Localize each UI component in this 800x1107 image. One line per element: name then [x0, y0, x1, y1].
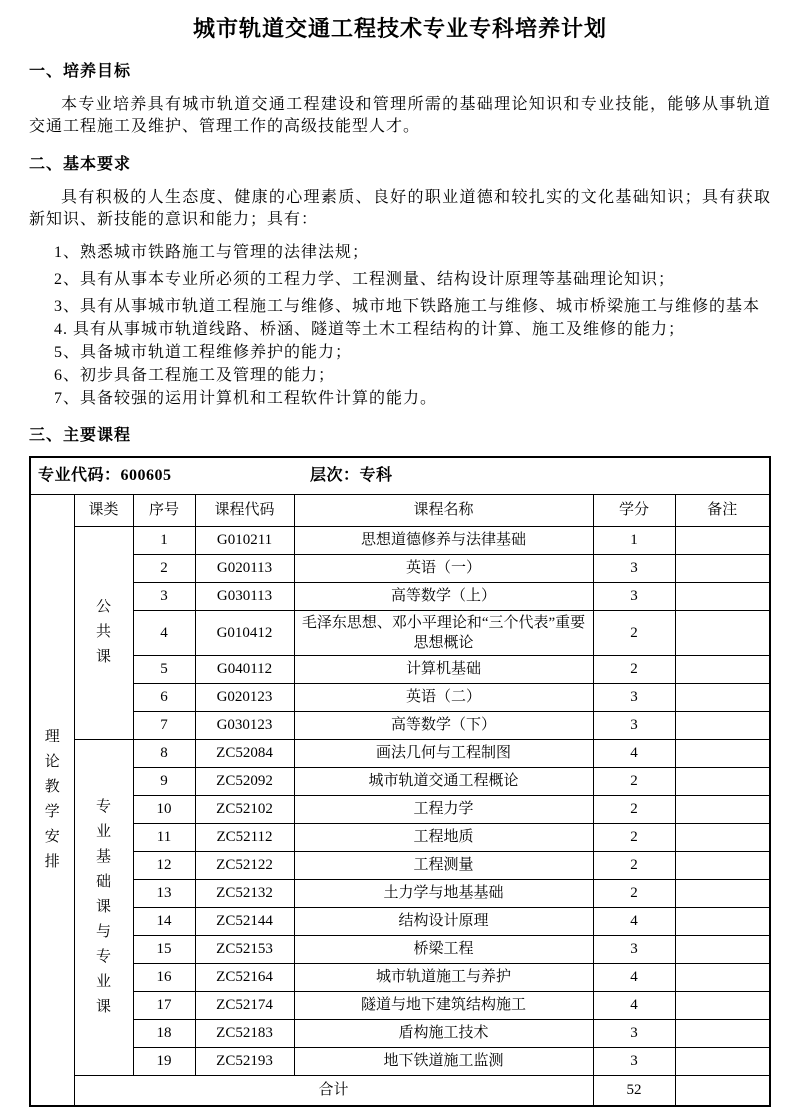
code-cell: ZC52164	[195, 964, 294, 992]
code-cell: ZC52084	[195, 740, 294, 768]
table-row	[30, 740, 770, 768]
level	[310, 465, 393, 487]
name-cell: 城市轨道施工与养护	[294, 964, 593, 992]
remark-cell	[675, 992, 770, 1020]
total-remark	[675, 1076, 770, 1106]
seq-cell: 2	[133, 554, 195, 582]
name-cell: 计算机基础	[294, 656, 593, 684]
name-cell: 隧道与地下建筑结构施工	[294, 992, 593, 1020]
name-cell: 思想道德修养与法律基础	[294, 526, 593, 554]
header-cell-remark: 备注	[675, 494, 770, 526]
page-title: 城市轨道交通工程技术专业专科培养计划	[192, 16, 607, 41]
curriculum-table-body	[30, 457, 770, 1106]
seq-cell: 13	[133, 880, 195, 908]
credits-cell: 2	[593, 610, 675, 656]
code-cell: ZC52193	[195, 1048, 294, 1076]
remark-cell	[675, 610, 770, 656]
name-cell: 盾构施工技术	[294, 1020, 593, 1048]
table-row	[30, 656, 770, 684]
code-cell: ZC52102	[195, 796, 294, 824]
remark-cell	[675, 768, 770, 796]
table-row	[30, 582, 770, 610]
level-value: 专科	[359, 466, 393, 484]
major-code-label: 专业代码：	[38, 466, 121, 484]
section-2-intro: 具有积极的人生态度、健康的心理素质、良好的职业道德和较扎实的文化基础知识；具有获取新知识、新技能的意识和能力；具有：	[29, 189, 771, 228]
credits-cell: 4	[593, 992, 675, 1020]
major-code	[38, 465, 310, 487]
name-cell: 土力学与地基基础	[294, 880, 593, 908]
remark-cell	[675, 684, 770, 712]
table-row	[30, 554, 770, 582]
major-code-value: 600605	[120, 466, 172, 484]
curriculum-table	[29, 456, 771, 1107]
seq-cell: 18	[133, 1020, 195, 1048]
table-row	[30, 712, 770, 740]
seq-cell: 11	[133, 824, 195, 852]
requirement-item: 7、具备较强的运用计算机和工程软件计算的能力。	[54, 390, 438, 407]
name-cell: 高等数学（下）	[294, 712, 593, 740]
remark-cell	[675, 582, 770, 610]
remark-cell	[675, 1048, 770, 1076]
name-cell: 桥梁工程	[294, 936, 593, 964]
row-group-cell	[74, 526, 133, 740]
seq-cell: 10	[133, 796, 195, 824]
requirement-item: 3、具有从事城市轨道工程施工与维修、城市地下铁路施工与维修、城市桥梁施工与维修的基本	[54, 298, 761, 315]
seq-cell: 19	[133, 1048, 195, 1076]
name-cell: 英语（二）	[294, 684, 593, 712]
seq-cell: 12	[133, 852, 195, 880]
table-row	[30, 1020, 770, 1048]
code-cell: ZC52122	[195, 852, 294, 880]
credits-cell: 4	[593, 964, 675, 992]
credits-cell: 4	[593, 740, 675, 768]
table-row	[30, 610, 770, 656]
name-cell: 城市轨道交通工程概论	[294, 768, 593, 796]
remark-cell	[675, 526, 770, 554]
code-cell: G010211	[195, 526, 294, 554]
credits-cell: 2	[593, 824, 675, 852]
name-cell: 结构设计原理	[294, 908, 593, 936]
seq-cell: 4	[133, 610, 195, 656]
credits-cell: 3	[593, 554, 675, 582]
table-meta-row	[30, 457, 770, 494]
table-row	[30, 824, 770, 852]
table-meta-cell	[30, 457, 770, 494]
code-cell: G040112	[195, 656, 294, 684]
level-label: 层次：	[310, 466, 360, 484]
remark-cell	[675, 796, 770, 824]
section-1-heading: 一、培养目标	[29, 63, 132, 80]
seq-cell: 9	[133, 768, 195, 796]
table-row	[30, 908, 770, 936]
table-row	[30, 992, 770, 1020]
table-row	[30, 1048, 770, 1076]
code-cell: ZC52132	[195, 880, 294, 908]
credits-cell: 3	[593, 936, 675, 964]
total-label: 合计	[74, 1076, 593, 1106]
remark-cell	[675, 554, 770, 582]
seq-cell: 7	[133, 712, 195, 740]
name-cell: 画法几何与工程制图	[294, 740, 593, 768]
credits-cell: 3	[593, 1048, 675, 1076]
table-row	[30, 796, 770, 824]
remark-cell	[675, 824, 770, 852]
table-row	[30, 526, 770, 554]
seq-cell: 1	[133, 526, 195, 554]
row-group-theory-cell	[30, 494, 74, 1106]
code-cell: G030113	[195, 582, 294, 610]
row-group-theory-label: 理论教学安排	[44, 728, 60, 870]
requirement-item: 2、具有从事本专业所必须的工程力学、工程测量、结构设计原理等基础理论知识；	[54, 271, 676, 288]
code-cell: ZC52092	[195, 768, 294, 796]
code-cell: G020113	[195, 554, 294, 582]
total-row	[30, 1076, 770, 1106]
requirement-item: 6、初步具备工程施工及管理的能力；	[54, 367, 336, 384]
seq-cell: 17	[133, 992, 195, 1020]
requirement-item: 5、具备城市轨道工程维修养护的能力；	[54, 344, 353, 361]
credits-cell: 2	[593, 880, 675, 908]
credits-cell: 1	[593, 526, 675, 554]
remark-cell	[675, 712, 770, 740]
code-cell: G010412	[195, 610, 294, 656]
seq-cell: 15	[133, 936, 195, 964]
name-cell: 毛泽东思想、邓小平理论和“三个代表”重要思想概论	[294, 610, 593, 656]
code-cell: G020123	[195, 684, 294, 712]
credits-cell: 2	[593, 656, 675, 684]
requirement-item: 4. 具有从事城市轨道线路、桥涵、隧道等土木工程结构的计算、施工及维修的能力；	[54, 321, 686, 338]
table-row	[30, 964, 770, 992]
seq-cell: 14	[133, 908, 195, 936]
remark-cell	[675, 1020, 770, 1048]
seq-cell: 6	[133, 684, 195, 712]
credits-cell: 4	[593, 908, 675, 936]
remark-cell	[675, 656, 770, 684]
name-cell: 工程地质	[294, 824, 593, 852]
credits-cell: 2	[593, 852, 675, 880]
table-row	[30, 936, 770, 964]
total-credits: 52	[593, 1076, 675, 1106]
section-3-heading: 三、主要课程	[29, 427, 132, 444]
remark-cell	[675, 964, 770, 992]
remark-cell	[675, 852, 770, 880]
name-cell: 工程力学	[294, 796, 593, 824]
header-cell-name: 课程名称	[294, 494, 593, 526]
section-1-paragraph: 本专业培养具有城市轨道交通工程建设和管理所需的基础理论知识和专业技能，能够从事轨道交通工程施工及维护、管理工作的高级技能型人才。	[29, 96, 771, 135]
code-cell: G030123	[195, 712, 294, 740]
seq-cell: 8	[133, 740, 195, 768]
remark-cell	[675, 880, 770, 908]
seq-cell: 5	[133, 656, 195, 684]
header-cell-credits: 学分	[593, 494, 675, 526]
name-cell: 地下铁道施工监测	[294, 1048, 593, 1076]
table-row	[30, 880, 770, 908]
credits-cell: 2	[593, 768, 675, 796]
table-row	[30, 768, 770, 796]
seq-cell: 16	[133, 964, 195, 992]
section-2-heading: 二、基本要求	[29, 156, 132, 173]
table-row	[30, 852, 770, 880]
name-cell: 英语（一）	[294, 554, 593, 582]
remark-cell	[675, 908, 770, 936]
code-cell: ZC52112	[195, 824, 294, 852]
code-cell: ZC52174	[195, 992, 294, 1020]
seq-cell: 3	[133, 582, 195, 610]
credits-cell: 3	[593, 582, 675, 610]
remark-cell	[675, 936, 770, 964]
header-cell-seq: 序号	[133, 494, 195, 526]
credits-cell: 2	[593, 796, 675, 824]
credits-cell: 3	[593, 1020, 675, 1048]
credits-cell: 3	[593, 712, 675, 740]
name-cell: 工程测量	[294, 852, 593, 880]
code-cell: ZC52144	[195, 908, 294, 936]
row-group-label: 公共课	[95, 599, 111, 666]
table-row	[30, 684, 770, 712]
requirement-item: 1、熟悉城市铁路施工与管理的法律法规；	[54, 244, 370, 261]
table-header-row	[30, 494, 770, 526]
header-cell-course-type: 课类	[74, 494, 133, 526]
row-group-label: 专业基础课与专业课	[95, 799, 111, 1015]
remark-cell	[675, 740, 770, 768]
code-cell: ZC52153	[195, 936, 294, 964]
row-group-cell	[74, 740, 133, 1076]
code-cell: ZC52183	[195, 1020, 294, 1048]
requirements-list	[54, 242, 771, 409]
name-cell: 高等数学（上）	[294, 582, 593, 610]
header-cell-code: 课程代码	[195, 494, 294, 526]
credits-cell: 3	[593, 684, 675, 712]
